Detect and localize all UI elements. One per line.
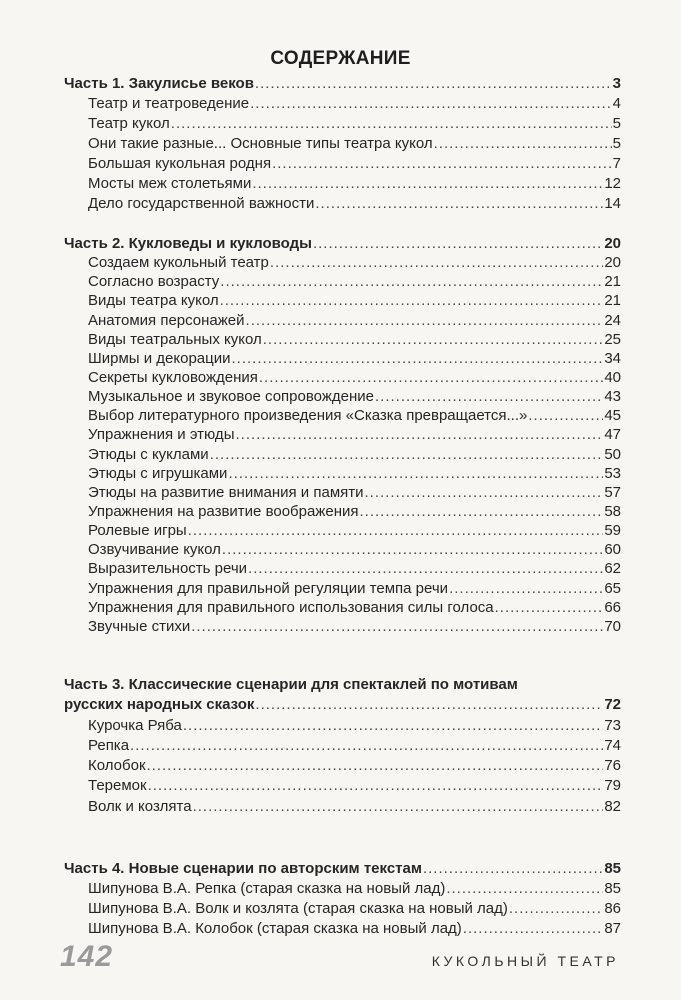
page-title: СОДЕРЖАНИЕ	[270, 48, 411, 69]
entry-page-number: 79	[604, 777, 621, 795]
dot-leader	[171, 114, 612, 134]
toc-entry	[64, 797, 621, 817]
toc-part-heading	[64, 74, 621, 94]
entry-title: Волк и козлята	[88, 797, 192, 815]
dot-leader	[463, 919, 604, 939]
part-page-number: 72	[604, 696, 621, 714]
toc-entry	[64, 368, 621, 387]
dot-leader	[360, 502, 604, 521]
entry-page-number: 87	[604, 920, 621, 937]
entry-page-number: 5	[612, 135, 621, 152]
entry-page-number: 59	[604, 522, 621, 540]
entry-title: Курочка Ряба	[88, 716, 182, 734]
dot-leader	[248, 559, 603, 578]
dot-leader	[130, 736, 603, 756]
toc-section-4	[64, 859, 621, 939]
entry-title: Шипунова В.А. Репка (старая сказка на новый лад)	[88, 880, 446, 897]
entry-title: Театр кукол	[88, 115, 170, 132]
entry-page-number: 5	[612, 115, 621, 132]
dot-leader	[495, 598, 604, 617]
dot-leader	[231, 349, 603, 368]
entry-title: Упражнения для правильной регуляции темпа речи	[88, 579, 449, 597]
part-page-number: 20	[604, 235, 621, 252]
entry-page-number: 25	[604, 330, 621, 348]
toc-entry	[64, 134, 621, 154]
entry-page-number: 73	[604, 716, 621, 734]
entry-page-number: 45	[604, 407, 621, 425]
entry-title: Виды театра кукол	[88, 292, 219, 310]
entry-page-number: 58	[604, 502, 621, 520]
dot-leader	[263, 330, 604, 349]
entry-page-number: 34	[604, 349, 621, 367]
entry-page-number: 57	[604, 483, 621, 501]
dot-leader	[255, 695, 603, 715]
entry-title: Ролевые игры	[88, 522, 187, 540]
dot-leader	[188, 521, 604, 540]
dot-leader	[259, 368, 603, 387]
dot-leader	[365, 483, 604, 502]
entry-title: Согласно возрасту	[88, 273, 220, 291]
entry-title: Теремок	[88, 777, 147, 795]
toc-entry	[64, 879, 621, 899]
toc-entry	[64, 579, 621, 598]
entry-title: Театр и театроведение	[88, 95, 250, 112]
toc-entry	[64, 194, 621, 214]
toc-entry	[64, 540, 621, 559]
entry-title: Ширмы и декорации	[88, 349, 231, 367]
dot-leader	[528, 406, 603, 425]
entry-title: Шипунова В.А. Колобок (старая сказка на новый лад)	[88, 920, 462, 937]
entry-title: Мосты меж столетьями	[88, 175, 252, 192]
toc-entry	[64, 311, 621, 330]
toc-entry	[64, 174, 621, 194]
entry-page-number: 43	[604, 388, 621, 406]
dot-leader	[220, 291, 604, 310]
entry-page-number: 47	[604, 426, 621, 444]
dot-leader	[250, 94, 612, 114]
entry-title: Упражнения для правильного использования силы голоса	[88, 598, 494, 616]
toc-section-2	[64, 234, 621, 636]
dot-leader	[147, 756, 604, 776]
toc-entry	[64, 445, 621, 464]
part-title: Часть 1. Закулисье веков	[64, 75, 254, 92]
toc-entry	[64, 464, 621, 483]
entry-page-number: 76	[604, 757, 621, 775]
toc-entry	[64, 114, 621, 134]
entry-title: Упражнения и этюды	[88, 426, 235, 444]
toc-entry	[64, 521, 621, 540]
dot-leader	[446, 879, 603, 899]
entry-page-number: 82	[604, 797, 621, 815]
dot-leader	[270, 253, 603, 272]
entry-title: Они такие разные... Основные типы театра кукол	[88, 135, 433, 152]
dot-leader	[246, 311, 604, 330]
toc-entry	[64, 919, 621, 939]
entry-title: Музыкальное и звуковое сопровождение	[88, 388, 374, 406]
dot-leader	[272, 154, 612, 174]
toc-part-heading	[64, 234, 621, 253]
entry-page-number: 21	[604, 273, 621, 291]
dot-leader	[509, 899, 603, 919]
entry-page-number: 12	[604, 175, 621, 192]
dot-leader	[313, 234, 603, 253]
dot-leader	[228, 464, 603, 483]
toc-entry	[64, 776, 621, 796]
toc-entry	[64, 756, 621, 776]
entry-title: Упражнения на развитие воображения	[88, 502, 359, 520]
toc-part-heading	[64, 859, 621, 879]
toc-entry	[64, 425, 621, 444]
toc-entry	[64, 598, 621, 617]
entry-page-number: 70	[604, 617, 621, 635]
toc-entry	[64, 253, 621, 272]
entry-page-number: 66	[604, 598, 621, 616]
dot-leader	[235, 425, 603, 444]
toc-section-1	[64, 74, 621, 214]
toc-entry	[64, 716, 621, 736]
toc-entry	[64, 349, 621, 368]
entry-title: Колобок	[88, 757, 146, 775]
entry-page-number: 85	[604, 880, 621, 897]
part-title: Часть 4. Новые сценарии по авторским текстам	[64, 860, 422, 877]
entry-page-number: 60	[604, 541, 621, 559]
dot-leader	[423, 859, 603, 879]
entry-title: Виды театральных кукол	[88, 330, 262, 348]
entry-title: Выразительность речи	[88, 560, 248, 578]
part-title: Часть 2. Кукловеды и кукловоды	[64, 235, 312, 252]
entry-title: Выбор литературного произведения «Сказка превращается...»	[88, 407, 528, 425]
entry-page-number: 53	[604, 464, 621, 482]
entry-title: Репка	[88, 736, 130, 754]
toc-entry	[64, 559, 621, 578]
entry-title: Шипунова В.А. Волк и козлята (старая сказка на новый лад)	[88, 900, 508, 917]
dot-leader	[210, 445, 604, 464]
dot-leader	[375, 387, 603, 406]
toc-part-heading	[64, 695, 621, 715]
entry-page-number: 40	[604, 368, 621, 386]
toc-entry	[64, 502, 621, 521]
part-page-number: 85	[604, 860, 621, 877]
dot-leader	[449, 579, 603, 598]
entry-page-number: 20	[604, 254, 621, 272]
running-head: КУКОЛЬНЫЙ ТЕАТР	[431, 953, 619, 969]
entry-page-number: 21	[604, 292, 621, 310]
entry-page-number: 65	[604, 579, 621, 597]
toc-entry	[64, 272, 621, 291]
entry-page-number: 4	[612, 95, 621, 112]
part-title: русских народных сказок	[64, 696, 255, 714]
toc-entry	[64, 330, 621, 349]
entry-page-number: 74	[604, 736, 621, 754]
entry-page-number: 24	[604, 311, 621, 329]
toc-entry	[64, 154, 621, 174]
entry-title: Создаем кукольный театр	[88, 254, 269, 272]
toc-entry	[64, 291, 621, 310]
entry-title: Этюды с игрушками	[88, 464, 228, 482]
toc-part-heading	[64, 675, 621, 695]
entry-title: Звучные стихи	[88, 617, 191, 635]
toc-section-3	[64, 675, 621, 817]
dot-leader	[191, 617, 603, 636]
toc-entry	[64, 899, 621, 919]
part-page-number: 3	[612, 75, 621, 92]
toc-entry	[64, 736, 621, 756]
toc-entry	[64, 406, 621, 425]
dot-leader	[434, 134, 612, 154]
entry-title: Анатомия персонажей	[88, 311, 245, 329]
entry-page-number: 7	[612, 155, 621, 172]
dot-leader	[148, 776, 604, 796]
dot-leader	[220, 272, 603, 291]
toc-entry	[64, 483, 621, 502]
toc-entry	[64, 617, 621, 636]
toc-entry	[64, 94, 621, 114]
entry-title: Секреты кукловождения	[88, 368, 258, 386]
toc-entry	[64, 387, 621, 406]
dot-leader	[183, 716, 603, 736]
entry-title: Озвучивание кукол	[88, 541, 221, 559]
dot-leader	[193, 797, 604, 817]
entry-title: Дело государственной важности	[88, 195, 315, 212]
dot-leader	[315, 194, 603, 214]
entry-title: Этюды с куклами	[88, 445, 209, 463]
entry-page-number: 50	[604, 445, 621, 463]
page-number: 142	[60, 940, 114, 973]
entry-title: Большая кукольная родня	[88, 155, 272, 172]
entry-page-number: 14	[604, 195, 621, 212]
entry-page-number: 62	[604, 560, 621, 578]
entry-page-number: 86	[604, 900, 621, 917]
dot-leader	[222, 540, 603, 559]
part-title: Часть 3. Классические сценарии для спектаклей по мотивам	[64, 676, 518, 693]
dot-leader	[252, 174, 603, 194]
dot-leader	[255, 74, 612, 94]
entry-title: Этюды на развитие внимания и памяти	[88, 483, 364, 501]
